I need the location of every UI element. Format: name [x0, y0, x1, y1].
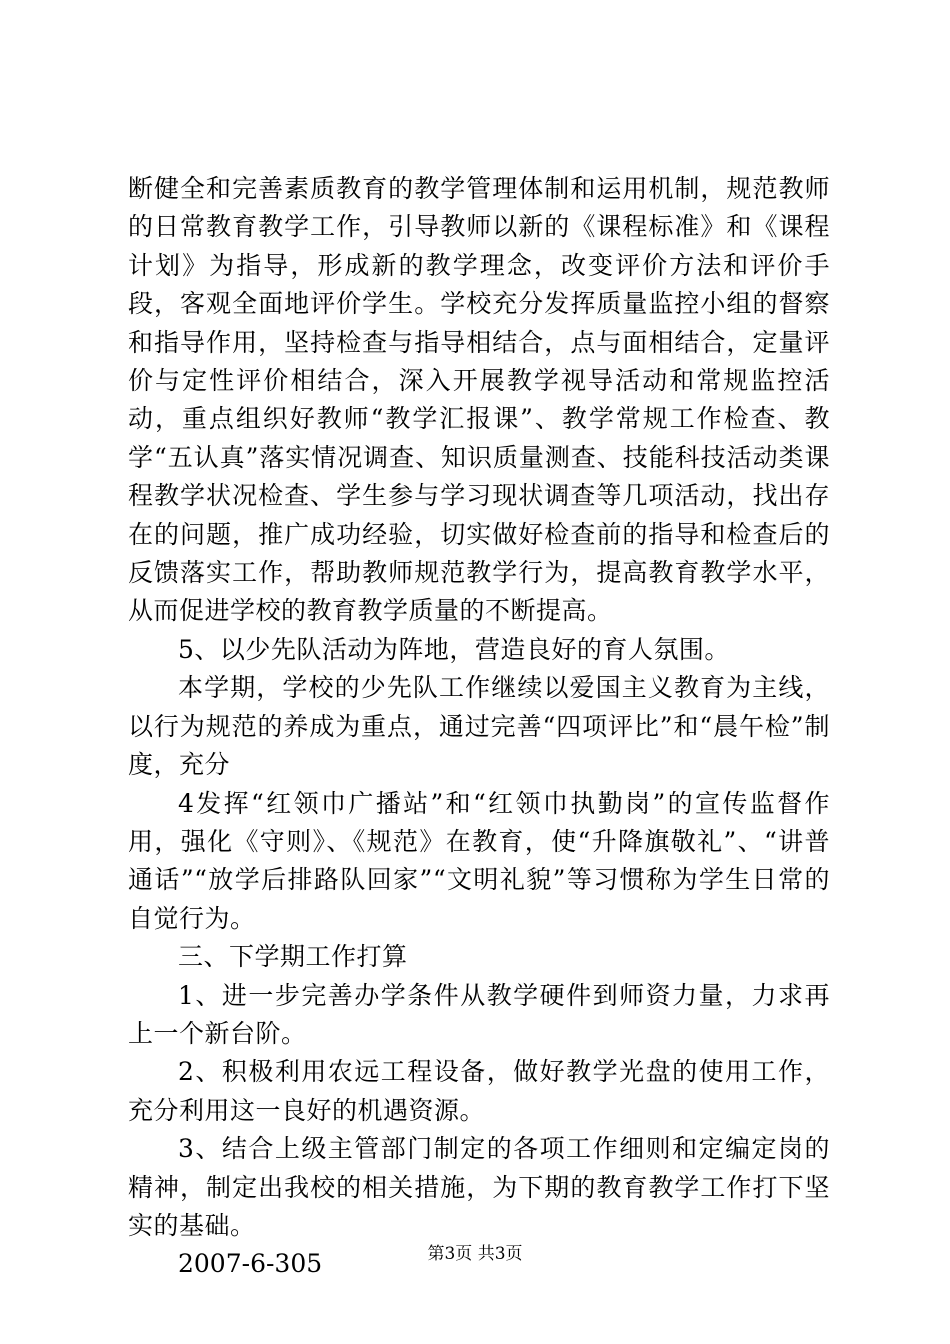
page-footer: 第3页 共3页 — [427, 1244, 523, 1264]
paragraph-8: 3、结合上级主管部门制定的各项工作细则和定编定岗的精神，制定出我校的相关措施，为下期的教育教学工作打下坚实的基础。 — [128, 1134, 830, 1240]
section-heading: 三、下学期工作打算 — [178, 942, 408, 972]
paragraph-2: 5、以少先队活动为阵地，营造良好的育人氛围。 — [178, 634, 730, 664]
document-body — [128, 170, 830, 1284]
paragraph-4: 4发挥“红领巾广播站”和“红领巾执勤岗”的宣传监督作用，强化《守则》、《规范》在教育，使“升降旗敬礼”、“讲普通话”“放学后排路队回家”“文明礼貌”等习惯称为学生日常的自觉行为。 — [128, 788, 830, 933]
paragraph-7: 2、积极利用农远工程设备，做好教学光盘的使用工作，充分利用这一良好的机遇资源。 — [128, 1057, 830, 1125]
paragraph-1: 断健全和完善素质教育的教学管理体制和运用机制，规范教师的日常教育教学工作，引导教师以新的《课程标准》和《课程计划》为指导，形成新的教学理念，改变评价方法和评价手段，客观全面地评价学生。学校充分发挥质量监控小组的督察和指导作用，坚持检查与指导相结合，点与面相结合，定量评价与定性评价相结合，深入开展教学视导活动和常规监控活动，重点组织好教师“教学汇报课”、教学常规工作检查、教学“五认真”落实情况调查、知识质量测查、技能科技活动类课程教学状况检查、学生参与学习现状调查等几项活动，找出存在的问题，推广成功经验，切实做好检查前的指导和检查后的反馈落实工作，帮助教师规范教学行为，提高教育教学水平，从而促进学校的教育教学质量的不断提高。 — [128, 174, 830, 626]
paragraph-3: 本学期，学校的少先队工作继续以爱国主义教育为主线，以行为规范的养成为重点，通过完善“四项评比”和“晨午检”制度，充分 — [128, 673, 830, 780]
paragraph-6: 1、进一步完善办学条件从教学硬件到师资力量，力求再上一个新台阶。 — [128, 980, 830, 1048]
document-date: 2007-6-305 — [178, 1249, 323, 1279]
